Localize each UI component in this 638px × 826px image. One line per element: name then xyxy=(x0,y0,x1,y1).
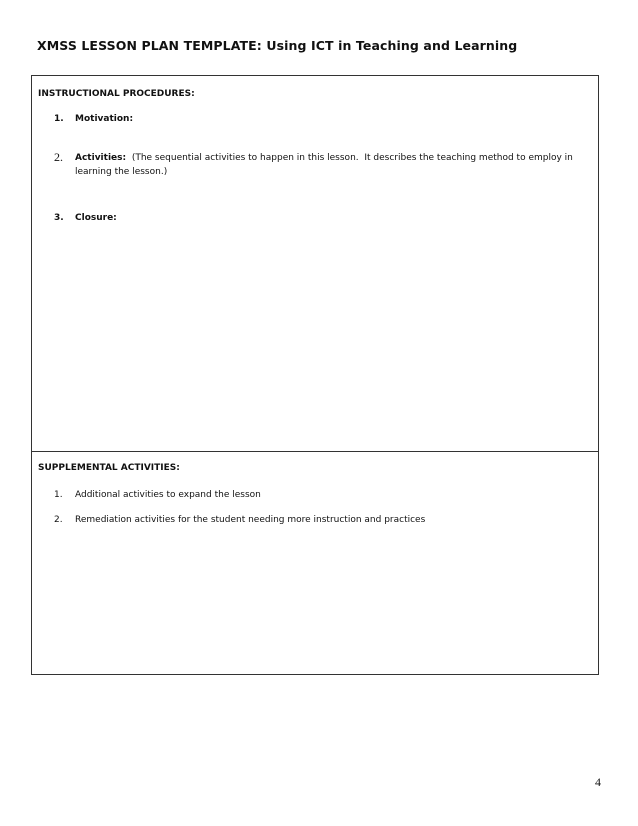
procedure-item-number: 1. xyxy=(54,114,64,124)
procedure-item-closure xyxy=(54,211,588,225)
procedure-item-description: (The sequential activities to happen in this lesson. It describes the teaching method to employ in learning the lesson.) xyxy=(75,153,576,177)
procedure-item-activities xyxy=(54,151,588,179)
procedure-item-label: Activities: xyxy=(75,153,127,163)
supplemental-item xyxy=(54,488,588,502)
procedure-item-number: 3. xyxy=(54,213,64,223)
page-number: 4 xyxy=(595,775,601,789)
procedure-item-label: Motivation: xyxy=(75,114,134,124)
section-divider xyxy=(32,451,598,452)
supplemental-item-text: Additional activities to expand the lesson xyxy=(75,490,261,500)
procedure-item-motivation xyxy=(54,112,588,126)
instructional-procedures-heading: INSTRUCTIONAL PROCEDURES: xyxy=(38,89,195,99)
supplemental-item-text: Remediation activities for the student needing more instruction and practices xyxy=(75,515,426,525)
supplemental-item-number: 1. xyxy=(54,490,63,500)
lesson-plan-table xyxy=(31,75,599,675)
procedure-item-number: 2. xyxy=(54,150,63,164)
supplemental-item xyxy=(54,513,588,527)
procedure-item-label: Closure: xyxy=(75,213,117,223)
document-title: XMSS LESSON PLAN TEMPLATE: Using ICT in Teaching and Learning xyxy=(37,38,518,53)
supplemental-activities-heading: SUPPLEMENTAL ACTIVITIES: xyxy=(38,463,180,473)
supplemental-item-number: 2. xyxy=(54,515,63,525)
